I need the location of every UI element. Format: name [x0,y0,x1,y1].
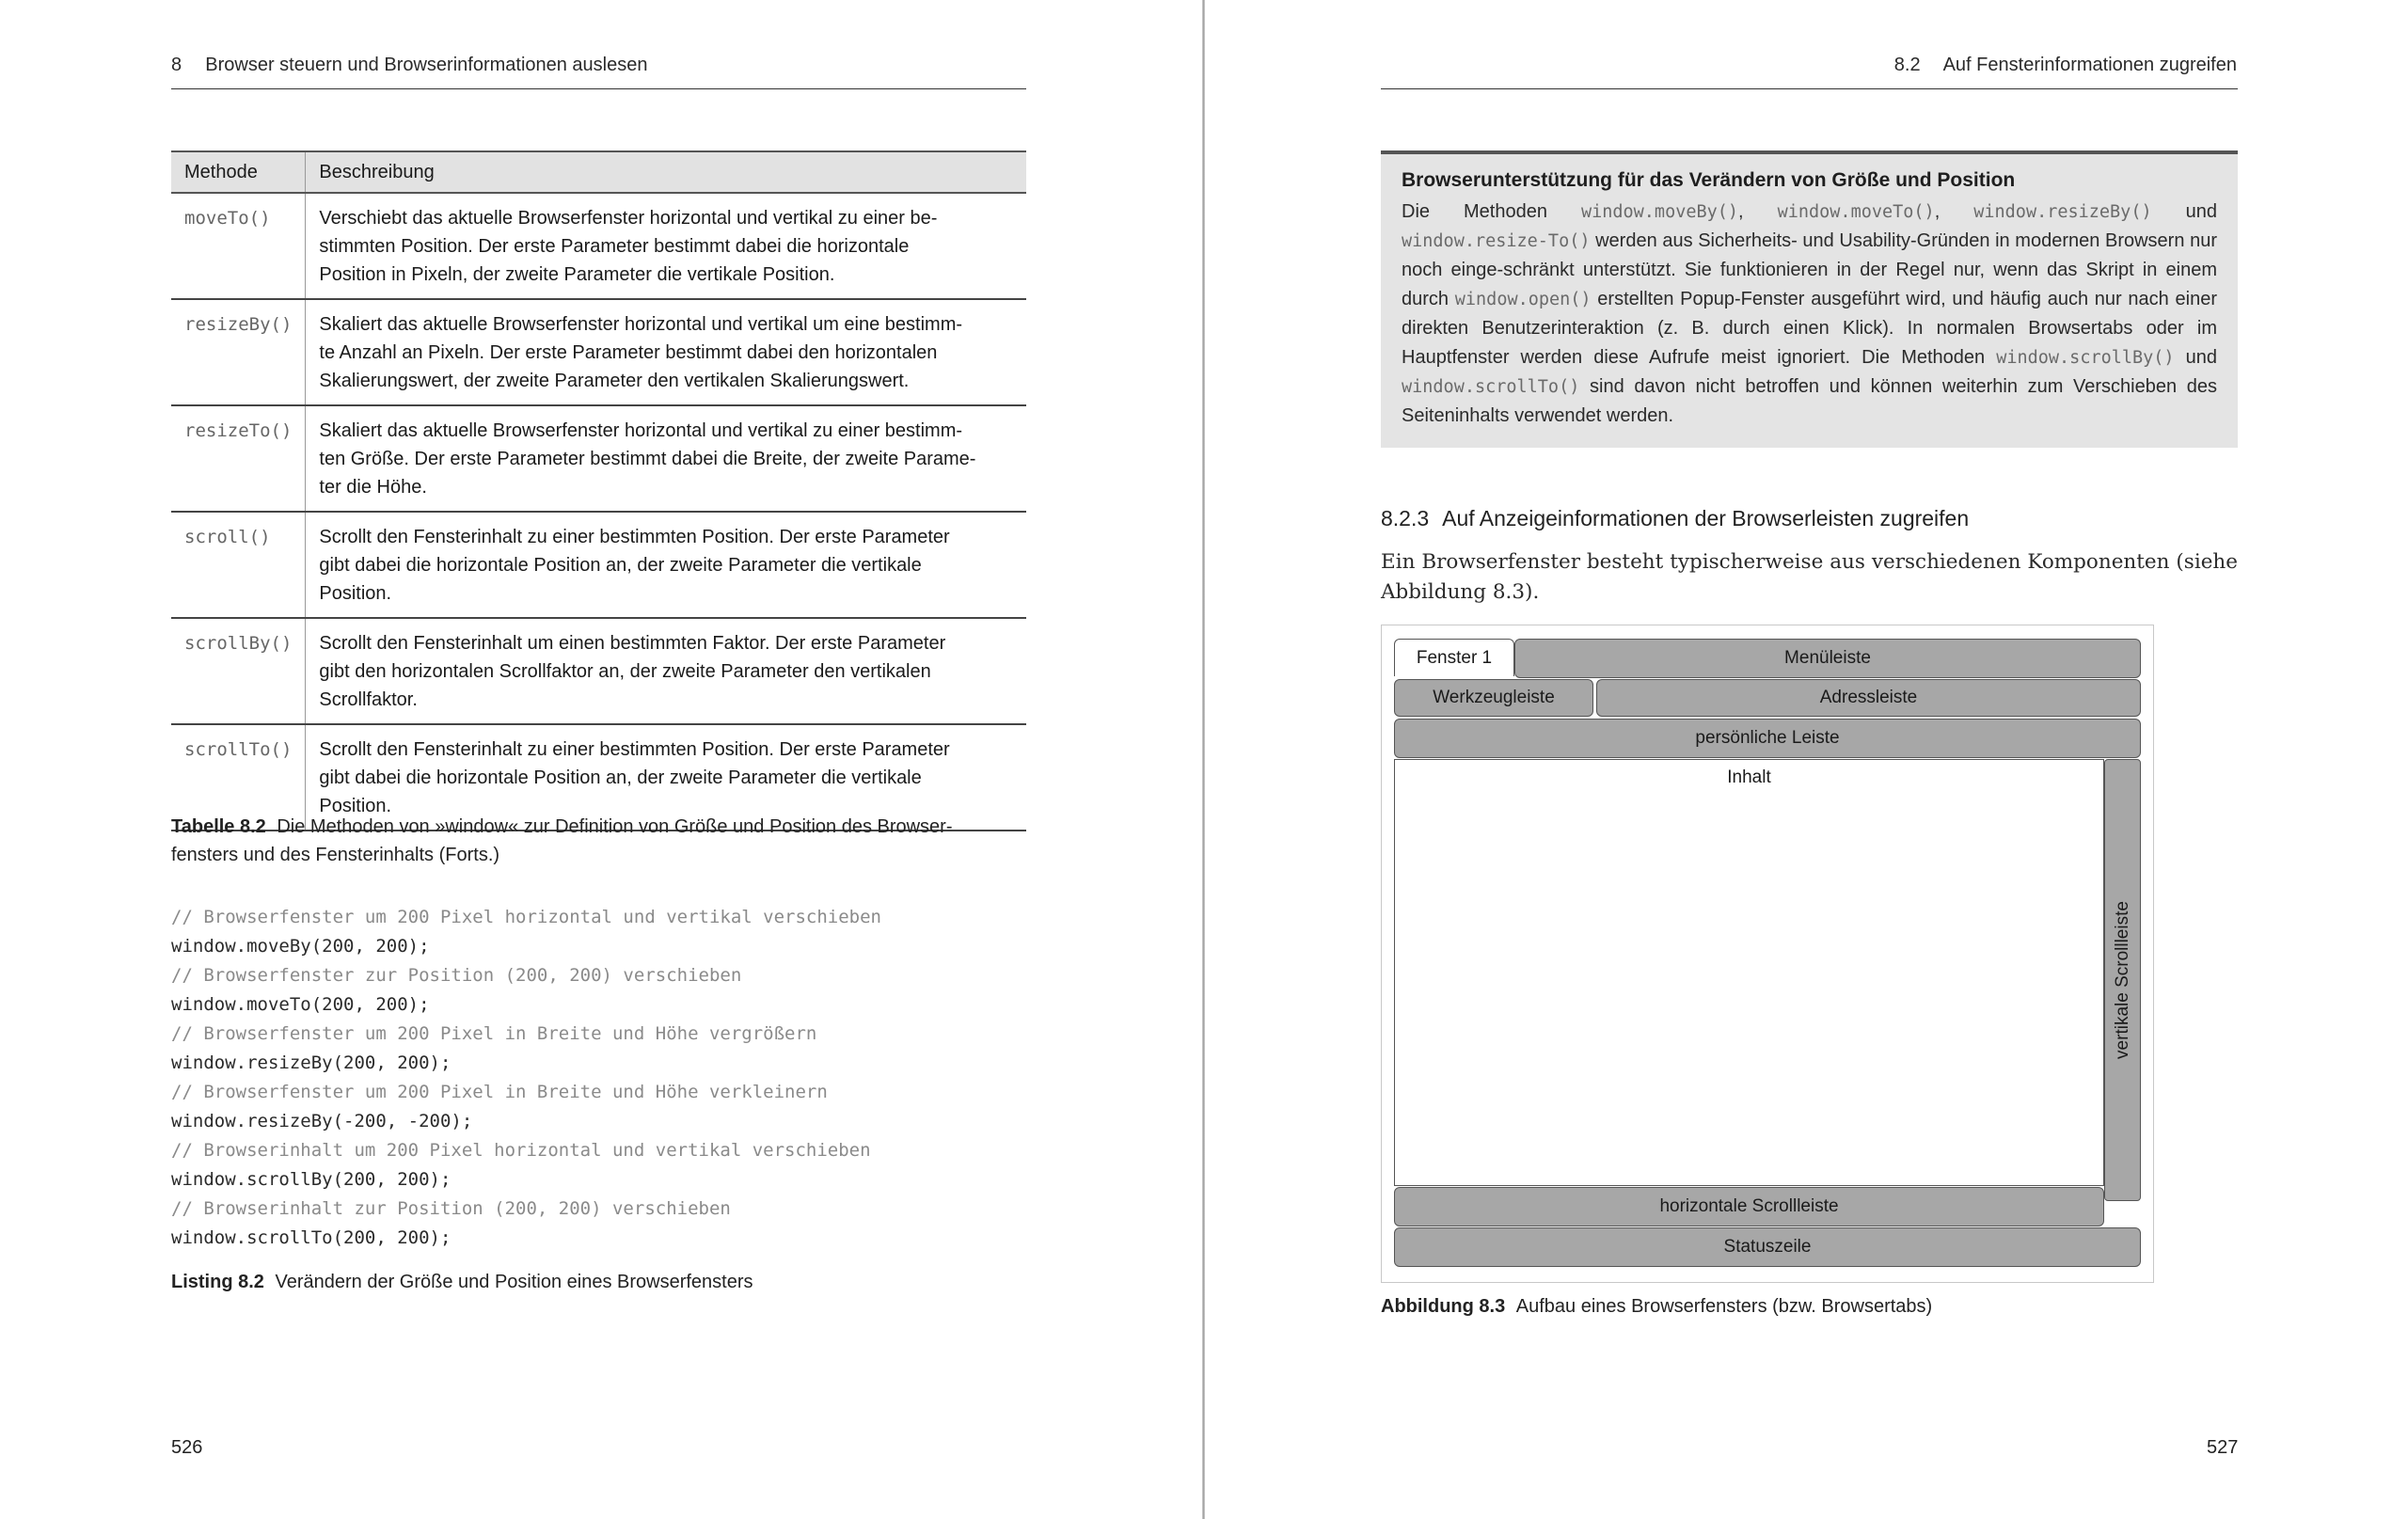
listing-caption-label: Listing 8.2 [171,1272,264,1292]
table-row [171,618,1026,724]
description-line: Position. [319,796,392,816]
figure-tab: Fenster 1 [1394,639,1514,676]
table-caption [171,813,1026,869]
code-listing [171,903,881,1253]
figure-toolbar: Werkzeugleiste [1394,679,1593,717]
section-title: Auf Anzeigeinformationen der Browserleisten zugreifen [1442,506,1970,530]
description-line: Scrollt den Fensterinhalt zu einer bestimmten Position. Der erste Parameter [319,739,950,760]
code-call: .scrollTo(200, 200); [235,1227,452,1248]
listing-caption [171,1268,753,1296]
code-line [171,1224,881,1253]
code-call: .resizeBy(-200, -200); [235,1111,473,1131]
table-caption-label: Tabelle 8.2 [171,816,266,837]
description-line: Skaliert das aktuelle Browserfenster horizontal und vertikal um eine bestimm- [319,314,963,335]
running-head-rule [171,88,1026,89]
chapter-number: 8 [171,55,182,75]
section-title-head: Auf Fensterinformationen zugreifen [1942,55,2237,75]
table-cell-method: resizeTo() [171,405,306,512]
table-cell-method: scrollBy() [171,618,306,724]
table-row [171,299,1026,405]
info-text: werden aus Sicherheits- und Usability-Gründen in modernen Browsern nur noch einge-schränkt unterstützt. Sie funktionieren in der Regel nur, wenn das Skript in einem durch [1402,230,2217,309]
table-row [171,193,1026,299]
info-box-text [1402,198,2217,431]
code-comment-line: // Browserfenster zur Position (200, 200) verschieben [171,965,742,986]
code-comment-line: // Browserfenster um 200 Pixel in Breite und Höhe vergrößern [171,1023,817,1044]
code-line [171,932,881,961]
figure-caption-label: Abbildung 8.3 [1381,1296,1506,1317]
figure-caption-text: Aufbau eines Browserfensters (bzw. Browsertabs) [1515,1296,1933,1317]
inline-code: window.scrollTo() [1402,377,1580,397]
figure-vscrollbar [2104,759,2141,1201]
table-cell-method: moveTo() [171,193,306,299]
figure-addressbar: Adressleiste [1596,679,2141,717]
description-line: te Anzahl an Pixeln. Der erste Parameter bestimmt dabei den horizontalen [319,342,938,363]
figure-caption [1381,1292,1932,1321]
figure-personalbar: persönliche Leiste [1394,719,2141,758]
description-line: Position. [319,583,392,604]
code-object: window [171,1052,236,1073]
listing-caption-text: Verändern der Größe und Position eines Browserfensters [275,1272,753,1292]
section-number-head: 8.2 [1893,55,1921,75]
code-line [171,990,881,1020]
code-comment-line: // Browserinhalt um 200 Pixel horizontal und vertikal verschieben [171,1140,871,1161]
info-box [1381,150,2238,448]
table-cell-description [306,299,1026,405]
left-page [0,0,1203,1519]
page-number-left: 526 [171,1437,203,1458]
figure-content-label: Inhalt [1727,767,1771,787]
table-caption-line1: Die Methoden von »window« zur Definition von Größe und Position des Browser- [277,816,953,837]
description-line: Position in Pixeln, der zweite Parameter die vertikale Position. [319,264,835,285]
code-comment-line: // Browserfenster um 200 Pixel horizontal und vertikal verschieben [171,907,881,927]
table-caption-line2: fensters und des Fensterinhalts (Forts.) [171,845,500,865]
info-text: , [1738,201,1778,222]
info-text: sind davon nicht betroffen und können weiterhin zum Verschieben des Seiteninhalts verwendet werden. [1402,376,2217,426]
table-header-method: Methode [171,151,306,193]
description-line: Verschiebt das aktuelle Browserfenster horizontal und vertikal zu einer be- [319,208,938,229]
info-text: Die Methoden [1402,201,1581,222]
figure-statusbar: Statuszeile [1394,1227,2141,1267]
chapter-title: Browser steuern und Browserinformationen auslesen [205,55,648,75]
running-head-rule-right [1381,88,2238,89]
inline-code: window.resizeBy() [1973,202,2152,222]
code-comment-line: // Browserfenster um 200 Pixel in Breite und Höhe verkleinern [171,1082,828,1102]
code-line [171,1049,881,1078]
description-line: gibt den horizontalen Scrollfaktor an, der zweite Parameter den vertikalen [319,661,931,682]
table-row [171,512,1026,618]
table-cell-description [306,193,1026,299]
table-cell-description [306,405,1026,512]
info-box-title: Browserunterstützung für das Verändern von Größe und Position [1402,169,2016,191]
code-object: window [171,1111,236,1131]
table-header-row [171,151,1026,193]
info-text: , [1934,201,1974,222]
code-call: .resizeBy(200, 200); [235,1052,452,1073]
description-line: Scrollfaktor. [319,689,418,710]
code-call: .moveTo(200, 200); [235,994,430,1015]
code-object: window [171,936,236,957]
methods-table [171,150,1026,831]
code-call: .moveBy(200, 200); [235,936,430,957]
inline-code: window.open() [1454,290,1592,309]
info-text: und [2174,347,2217,368]
description-line: stimmten Position. Der erste Parameter bestimmt dabei die horizontale [319,236,910,257]
table-cell-method: scroll() [171,512,306,618]
code-comment-line: // Browserinhalt zur Position (200, 200) verschieben [171,1198,731,1219]
inline-code: window.resize-To() [1402,231,1591,251]
section-number: 8.2.3 [1381,506,1430,530]
inline-code: window.scrollBy() [1996,348,2175,368]
figure-hscrollbar: horizontale Scrollleiste [1394,1187,2104,1226]
table-cell-method: resizeBy() [171,299,306,405]
browser-window-figure [1381,625,2154,1283]
inline-code: window.moveBy() [1580,202,1739,222]
table-cell-description [306,512,1026,618]
description-line: Scrollt den Fensterinhalt um einen bestimmten Faktor. Der erste Parameter [319,633,946,654]
body-paragraph: Ein Browserfenster besteht typischerweise aus verschiedenen Komponenten (siehe Abbildung 8.3). [1381,550,2238,604]
table-cell-description [306,618,1026,724]
code-object: window [171,1227,236,1248]
table-header-description: Beschreibung [306,151,1026,193]
info-text: erstellten Popup-Fenster ausgeführt wird, und häufig auch nur nach einer direkten Benutzerinteraktion (z. B. durch einen Klick). In normalen Browsertabs oder im Hauptfenster werden diese Aufrufe meist ignoriert. Die Methoden [1402,289,2217,368]
description-line: Skaliert das aktuelle Browserfenster horizontal und vertikal zu einer bestimm- [319,420,963,441]
description-line: gibt dabei die horizontale Position an, der zweite Parameter die vertikale [319,555,922,576]
table-body [171,193,1026,831]
running-head-right [1894,55,2237,76]
table-row [171,405,1026,512]
description-line: ten Größe. Der erste Parameter bestimmt dabei die Breite, der zweite Parame- [319,449,976,469]
figure-content-area [1394,759,2104,1186]
table-cell-method: scrollTo() [171,724,306,831]
inline-code: window.moveTo() [1777,202,1935,222]
description-line: Skalierungswert, der zweite Parameter den vertikalen Skalierungswert. [319,371,910,391]
section-heading [1381,506,1982,531]
running-head-left [171,55,648,76]
description-line: gibt dabei die horizontale Position an, der zweite Parameter die vertikale [319,767,922,788]
page-number-right: 527 [2207,1437,2239,1458]
code-call: .scrollBy(200, 200); [235,1169,452,1190]
code-object: window [171,994,236,1015]
info-text: und [2151,201,2217,222]
code-line [171,1165,881,1195]
description-line: Scrollt den Fensterinhalt zu einer bestimmten Position. Der erste Parameter [319,527,950,547]
description-line: ter die Höhe. [319,477,427,498]
code-line [171,1107,881,1136]
code-object: window [171,1169,236,1190]
figure-vscroll-label: vertikale Scrollleiste [2112,901,2132,1059]
figure-menubar: Menüleiste [1514,639,2141,678]
